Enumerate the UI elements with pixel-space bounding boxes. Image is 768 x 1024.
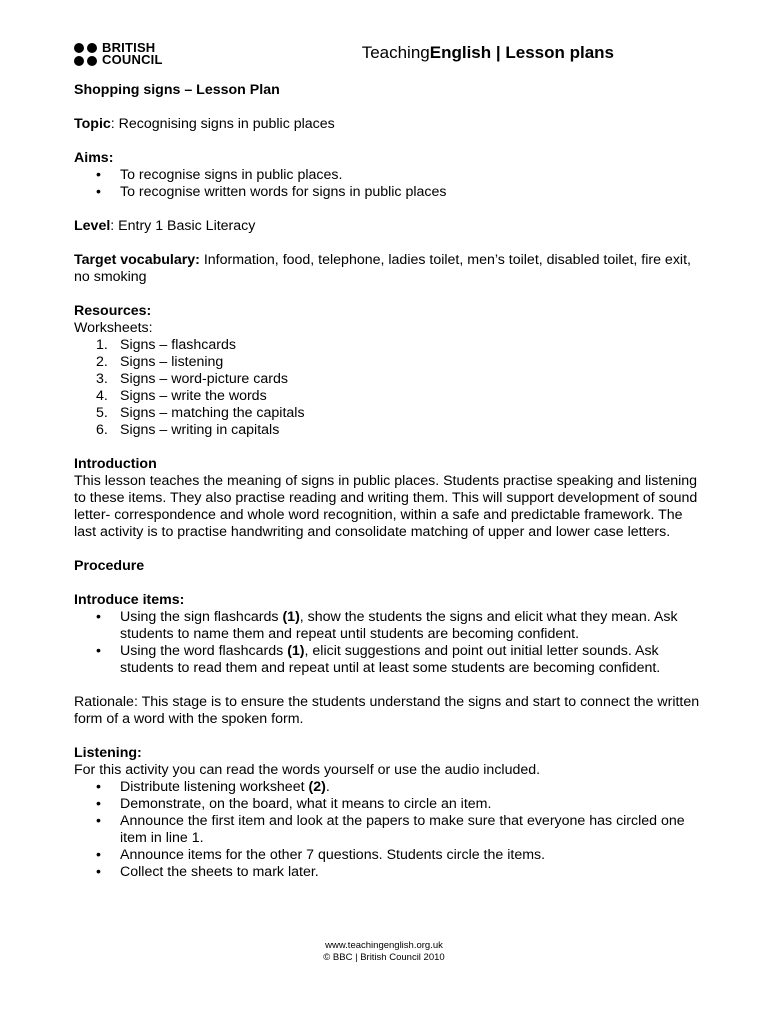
listening-heading: Listening: xyxy=(74,745,142,761)
page-footer xyxy=(0,940,768,964)
logo-line-2: COUNCIL xyxy=(102,52,163,67)
list-item: • Distribute listening worksheet (2). xyxy=(96,779,330,795)
topic-line: Topic: Recognising signs in public places xyxy=(74,116,335,132)
resources-list xyxy=(74,337,704,439)
list-item: 2. Signs – listening xyxy=(96,354,224,370)
list-item: 4. Signs – write the words xyxy=(96,388,267,404)
introduction-text: This lesson teaches the meaning of signs in public places. Students practise speaking and listening to these items. They also practise reading and writing them. This will support development of sound letter- correspondence and whole word recognition, within a safe and predictable framework. The last activity is to practise handwriting and consolidate matching of upper and lower case letters. xyxy=(74,473,698,540)
list-item: 6. Signs – writing in capitals xyxy=(96,422,280,438)
list-item: • Using the word flashcards (1), elicit suggestions and point out initial letter sounds. Ask students to read them and repeat until at least some students are becoming confident. xyxy=(96,643,661,676)
document-title: Shopping signs – Lesson Plan xyxy=(74,82,280,98)
brand-title: TeachingEnglish | Lesson plans xyxy=(361,43,614,62)
logo-dots-icon xyxy=(74,43,97,66)
list-item: • Announce the first item and look at the papers to make sure that everyone has circled one item in line 1. xyxy=(96,813,685,846)
list-item: 1. Signs – flashcards xyxy=(96,337,236,353)
footer-url: www.teachingenglish.org.uk xyxy=(325,940,443,951)
logo-line-1: BRITISH xyxy=(102,40,156,55)
document-body xyxy=(74,82,704,881)
list-item: • Collect the sheets to mark later. xyxy=(96,864,319,880)
page-header xyxy=(74,40,614,74)
rationale-text: Rationale: This stage is to ensure the students understand the signs and start to connect the written form of a word with the spoken form. xyxy=(74,694,700,727)
listening-intro: For this activity you can read the words yourself or use the audio included. xyxy=(74,762,541,778)
british-council-logo xyxy=(74,42,163,66)
list-item: • To recognise signs in public places. xyxy=(96,167,343,183)
list-item: 3. Signs – word-picture cards xyxy=(96,371,288,387)
resources-heading: Resources: xyxy=(74,303,152,319)
aims-heading: Aims: xyxy=(74,150,114,166)
list-item: • To recognise written words for signs in public places xyxy=(96,184,447,200)
resources-subheading: Worksheets: xyxy=(74,320,153,336)
listening-list xyxy=(74,779,704,881)
introduce-items-heading: Introduce items: xyxy=(74,592,185,608)
list-item: 5. Signs – matching the capitals xyxy=(96,405,305,421)
level-line: Level: Entry 1 Basic Literacy xyxy=(74,218,256,234)
target-vocabulary: Target vocabulary: Information, food, telephone, ladies toilet, men’s toilet, disabled toilet, fire exit, no smoking xyxy=(74,252,691,285)
list-item: • Announce items for the other 7 questions. Students circle the items. xyxy=(96,847,546,863)
introduce-items-list xyxy=(74,609,704,677)
list-item: • Using the sign flashcards (1), show the students the signs and elicit what they mean. Ask students to name them and repeat until students are becoming confident. xyxy=(96,609,678,642)
aims-list xyxy=(74,167,704,201)
footer-copyright: © BBC | British Council 2010 xyxy=(323,952,445,963)
list-item: • Demonstrate, on the board, what it means to circle an item. xyxy=(96,796,492,812)
procedure-heading: Procedure xyxy=(74,558,145,574)
introduction-heading: Introduction xyxy=(74,456,157,472)
